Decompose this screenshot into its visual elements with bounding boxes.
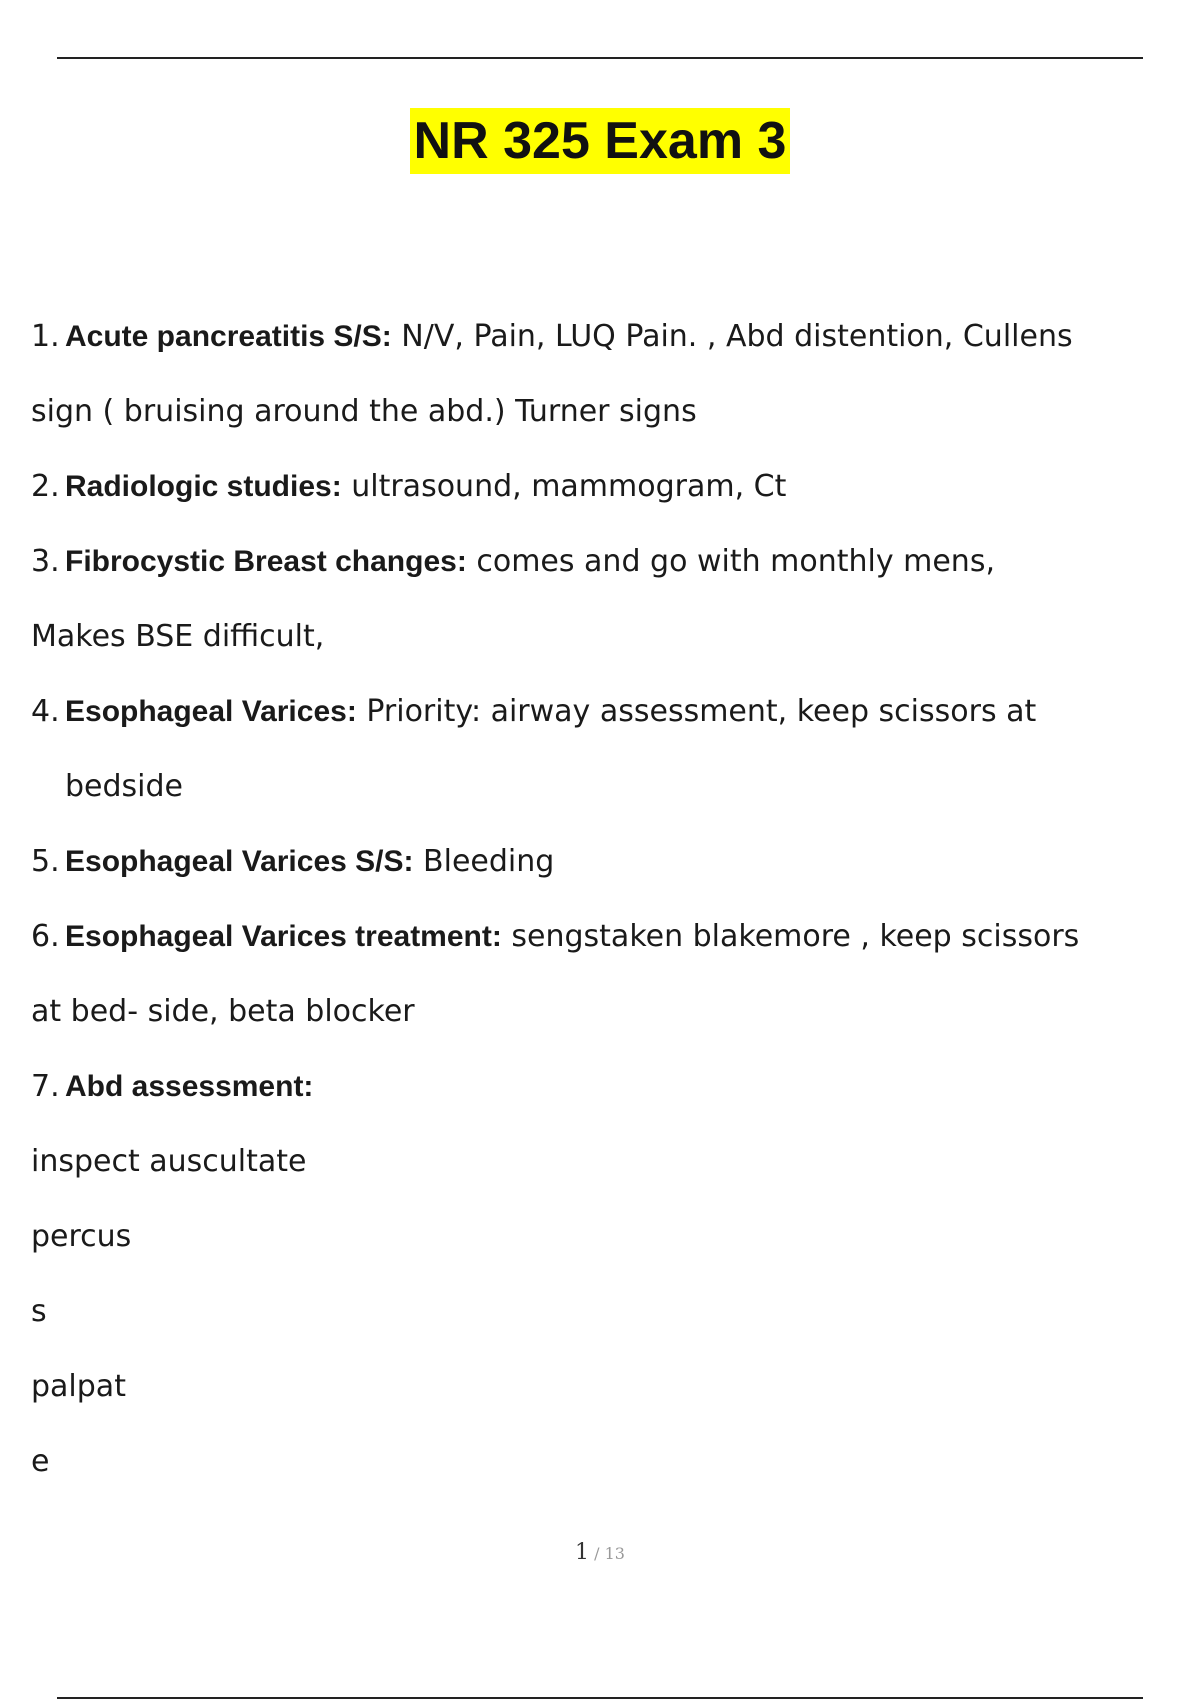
item-number: 7. — [31, 1069, 60, 1104]
list-item-6-continuation: at bed- side, beta blocker — [31, 994, 415, 1029]
page-separator: / — [594, 1544, 600, 1563]
item-number: 3. — [31, 544, 60, 579]
list-item-7 — [31, 1068, 1171, 1106]
item-number: 6. — [31, 919, 60, 954]
list-item-1-continuation: sign ( bruising around the abd.) Turner signs — [31, 394, 697, 429]
list-item-4 — [31, 693, 1171, 731]
list-item-4-continuation: bedside — [65, 769, 184, 804]
item-text: Bleeding — [413, 844, 555, 879]
item-term: Esophageal Varices treatment: — [65, 920, 502, 953]
list-item-7-line-2: percus — [31, 1219, 132, 1254]
title-block — [0, 108, 1200, 174]
page-total: 13 — [604, 1544, 625, 1563]
list-item-5 — [31, 843, 1171, 881]
item-term: Abd assessment: — [65, 1070, 314, 1103]
list-item-3 — [31, 543, 1171, 581]
item-number: 1. — [31, 319, 60, 354]
page-current: 1 — [575, 1540, 590, 1565]
item-text: sengstaken blakemore , keep scissors — [501, 919, 1080, 954]
item-number: 5. — [31, 844, 60, 879]
list-item-6 — [31, 918, 1171, 956]
item-term: Fibrocystic Breast changes: — [65, 545, 467, 578]
top-divider — [57, 57, 1143, 59]
item-text: N/V, Pain, LUQ Pain. , Abd distention, Cullens — [391, 319, 1073, 354]
list-item-7-line-3: s — [31, 1294, 47, 1329]
list-item-7-line-5: e — [31, 1444, 50, 1479]
item-text: comes and go with monthly mens, — [466, 544, 995, 579]
item-text: Priority: airway assessment, keep scissors at — [356, 694, 1037, 729]
list-item-7-line-4: palpat — [31, 1369, 126, 1404]
list-item-1 — [31, 318, 1171, 356]
item-term: Esophageal Varices S/S: — [65, 845, 414, 878]
item-number: 2. — [31, 469, 60, 504]
list-item-2 — [31, 468, 1171, 506]
list-item-7-line-1: inspect auscultate — [31, 1144, 307, 1179]
item-term: Acute pancreatitis S/S: — [65, 320, 392, 353]
item-text: ultrasound, mammogram, Ct — [341, 469, 787, 504]
item-number: 4. — [31, 694, 60, 729]
list-item-3-continuation: Makes BSE difficult, — [31, 619, 325, 654]
bottom-divider — [57, 1697, 1143, 1699]
item-term: Radiologic studies: — [65, 470, 342, 503]
item-term: Esophageal Varices: — [65, 695, 357, 728]
page-title: NR 325 Exam 3 — [410, 108, 791, 174]
page-indicator — [0, 1540, 1200, 1565]
document-body — [31, 318, 1171, 1518]
